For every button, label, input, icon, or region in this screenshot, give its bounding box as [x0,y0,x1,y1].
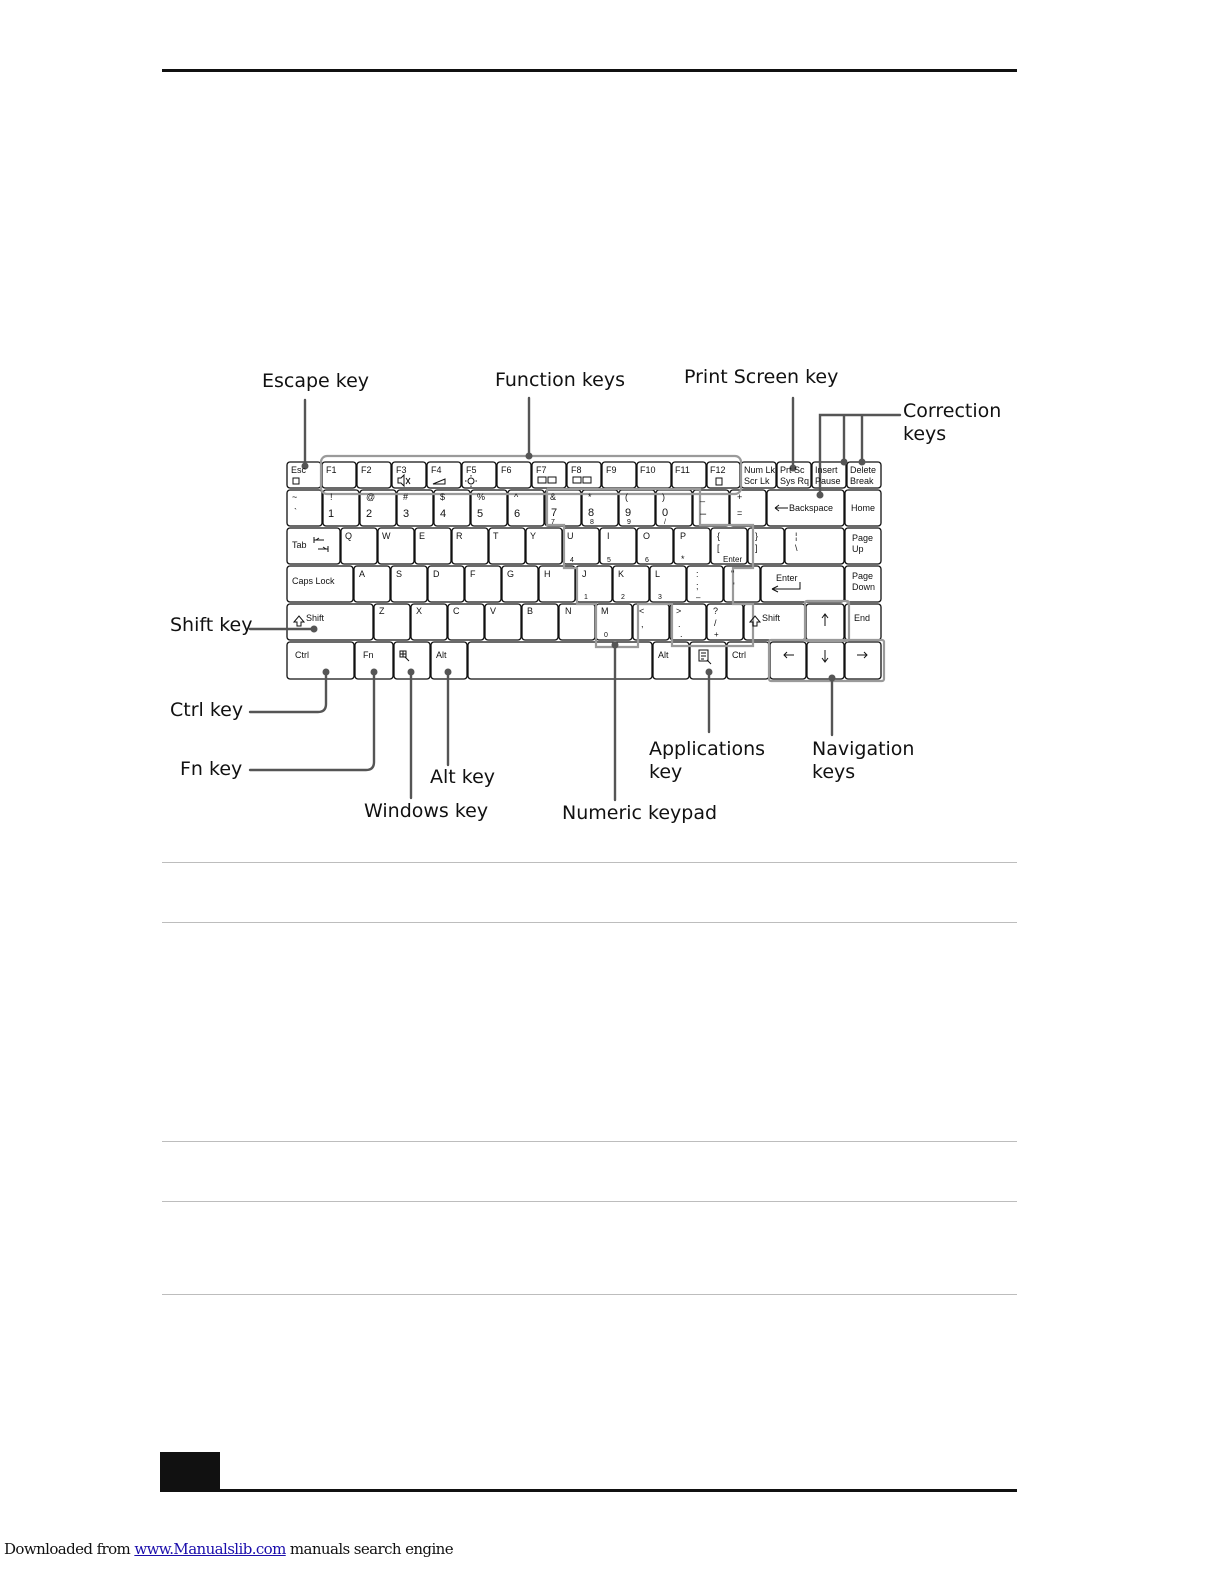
callout-applications-key: Applications key [649,738,766,783]
label-rparen: ) [662,492,665,502]
label-nine: 9 [625,507,632,519]
label-page-down-2: Down [852,582,876,592]
label-zero: 0 [662,507,669,519]
label-f3: F3 [396,465,407,475]
up-arrow-icon [822,614,828,626]
label-b: B [527,606,534,616]
label-backslash: \ [795,543,798,553]
footer-suffix: manuals search engine [285,1540,453,1558]
label-kp-minus: – [696,593,701,602]
label-kp-dot: . [680,629,683,639]
label-insert: Insert [815,465,838,475]
label-hash: # [403,492,409,502]
label-f: F [470,569,476,579]
battery-icon [716,478,722,485]
label-dollar: $ [440,492,446,502]
label-lalt: Alt [436,650,447,660]
label-lbrace: { [717,531,721,541]
label-f4: F4 [431,465,442,475]
key-ralt [653,642,689,679]
label-v: V [490,606,497,616]
label-kp-plus: + [714,630,719,639]
tab-arrows-icon [314,537,328,552]
label-e: E [419,531,426,541]
label-n: N [565,606,572,616]
label-y: Y [530,531,537,541]
label-quote: " [731,569,735,579]
label-plus: + [737,492,743,502]
label-one: 1 [328,508,335,520]
label-three: 3 [403,508,410,520]
key-i [600,528,636,564]
callout-escape-key: Escape key [262,370,370,392]
label-p: P [680,531,687,541]
divider-3 [162,1141,1017,1142]
label-g: G [507,569,515,579]
down-arrow-icon [822,650,828,662]
callout-windows-key: Windows key [364,800,489,822]
label-sysrq: Sys Rq [780,476,810,486]
label-w: W [382,531,391,541]
label-minus: – [700,508,707,520]
key-backslash [785,528,844,564]
callout-ctrl-key: Ctrl key [170,699,244,721]
key-lctrl [287,642,354,679]
label-backspace: Backspace [789,503,834,513]
label-numlk: Num Lk [744,465,776,475]
label-kp7: 7 [551,519,555,526]
label-pause: Pause [815,476,841,486]
label-break: Break [850,476,874,486]
label-f8: F8 [571,465,582,475]
label-tilde: ~ [292,492,298,502]
page-number-box [160,1452,220,1492]
footer [4,1540,453,1558]
brightness-rays-icon [465,475,477,487]
callout-numeric-keypad: Numeric keypad [562,802,718,824]
brightness-up-icon [468,478,474,484]
divider-1 [162,862,1017,863]
label-m: M [601,606,609,616]
mute-icon [398,475,410,486]
shift-icon [750,616,760,626]
label-kp9: 9 [627,519,631,526]
callout-navigation-keys: Navigation keys [812,738,915,783]
label-slash: / [714,618,717,628]
label-kp0: 0 [604,632,608,639]
label-z: Z [379,606,385,616]
shift-icon [294,616,304,626]
leader-fn [250,672,374,770]
label-scrlk: Scr Lk [744,476,770,486]
label-u: U [567,531,574,541]
label-a: A [359,569,366,579]
label-home: Home [851,503,876,513]
label-rbrace: } [755,531,759,541]
label-enter: Enter [776,573,798,583]
label-semicolon: ; [696,581,699,591]
right-arrow-icon [857,652,867,658]
key-minus [693,490,729,526]
windows-logo-icon [400,651,409,661]
label-at: @ [366,492,376,502]
label-kp4: 4 [570,557,574,564]
label-amp: & [550,492,557,502]
label-apos: ' [733,581,735,591]
label-enter-small: Enter [723,555,743,564]
label-kp-star: * [681,554,685,564]
label-comma: , [641,619,644,629]
callout-shift-key: Shift key [170,614,253,636]
label-lt: < [639,606,645,616]
key-lshift [287,604,373,640]
key-left [770,642,806,679]
display-icon [573,477,581,483]
key-rctrl [727,642,769,679]
label-fn: Fn [363,650,374,660]
label-f7: F7 [536,465,547,475]
label-rshift: Shift [762,613,781,623]
label-lctrl: Ctrl [295,650,309,660]
label-colon: : [696,569,699,579]
label-f6: F6 [501,465,512,475]
label-gt: > [676,606,682,616]
label-ralt: Alt [658,650,669,660]
label-rctrl: Ctrl [732,650,746,660]
key-quote [724,566,760,602]
up-key-outline [805,601,849,641]
label-seven: 7 [551,507,558,519]
label-star: * [588,492,592,502]
label-h: H [544,569,551,579]
label-period: . [678,619,681,629]
label-caret: ^ [514,492,519,502]
label-five: 5 [477,508,484,520]
callout-fn-key: Fn key [180,758,243,780]
label-capslock: Caps Lock [292,576,335,586]
label-esc: Esc [291,465,307,475]
label-o: O [643,531,651,541]
label-page-up-1: Page [852,533,874,543]
label-j: J [582,569,587,579]
label-r: R [456,531,463,541]
label-f10: F10 [640,465,656,475]
label-excl: ! [330,492,333,502]
manualslib-link[interactable]: www.Manualslib.com [134,1540,286,1558]
footer-prefix: Downloaded from [4,1540,135,1558]
key-right [845,642,881,679]
label-f5: F5 [466,465,477,475]
label-d: D [433,569,440,579]
label-t: T [493,531,499,541]
label-kp-slash: / [664,519,666,526]
label-delete: Delete [850,465,877,475]
display-icon [548,477,556,483]
brightness-down-icon [433,479,445,484]
label-i: I [607,531,610,541]
label-six: 6 [514,508,521,520]
label-lparen: ( [625,492,628,502]
label-f9: F9 [606,465,617,475]
key-semicolon [687,566,723,602]
label-f11: F11 [675,465,690,475]
label-s: S [396,569,403,579]
backspace-arrow-icon [775,505,788,511]
display-icon [583,477,591,483]
label-percent: % [477,492,486,502]
label-kp5: 5 [607,557,611,564]
key-enter [761,566,844,602]
bottom-rule [162,1489,1017,1492]
label-equals: = [737,508,743,518]
esc-standby-icon [293,478,299,484]
label-backquote: ` [294,507,297,517]
label-lshift: Shift [306,613,325,623]
callout-function-keys: Function keys [495,369,626,391]
callout-correction-keys: Correction keys [903,400,1002,445]
label-kp8: 8 [590,519,594,526]
divider-5 [162,1294,1017,1295]
callout-print-screen-key: Print Screen key [684,366,839,388]
label-underscore: _ [700,492,706,502]
key-equals [730,490,766,526]
display-icon [538,477,546,483]
label-c: C [453,606,460,616]
label-kp1: 1 [584,594,588,601]
label-eight: 8 [588,507,595,519]
label-four: 4 [440,508,447,520]
label-pipe: ¦ [795,531,798,541]
label-tab: Tab [292,540,307,550]
label-kp6: 6 [645,557,649,564]
label-prtsc: Prt Sc [780,465,805,475]
label-page-down-1: Page [852,571,874,581]
label-q: Q [345,531,353,541]
label-l: L [655,569,661,579]
label-f1: F1 [326,465,337,475]
label-question: ? [713,606,719,616]
label-end: End [854,613,871,623]
label-kp3: 3 [658,594,662,601]
label-kp2: 2 [621,594,625,601]
callout-alt-key: Alt key [430,766,496,788]
divider-4 [162,1201,1017,1202]
enter-arrow-icon [772,582,800,592]
label-f2: F2 [361,465,372,475]
label-two: 2 [366,508,373,520]
label-x: X [416,606,423,616]
label-f12: F12 [710,465,726,475]
label-page-up-2: Up [852,544,864,554]
left-arrow-icon [784,652,794,658]
divider-2 [162,922,1017,923]
label-k: K [618,569,625,579]
label-lbracket: [ [717,543,720,553]
label-rbracket: ] [755,543,758,553]
